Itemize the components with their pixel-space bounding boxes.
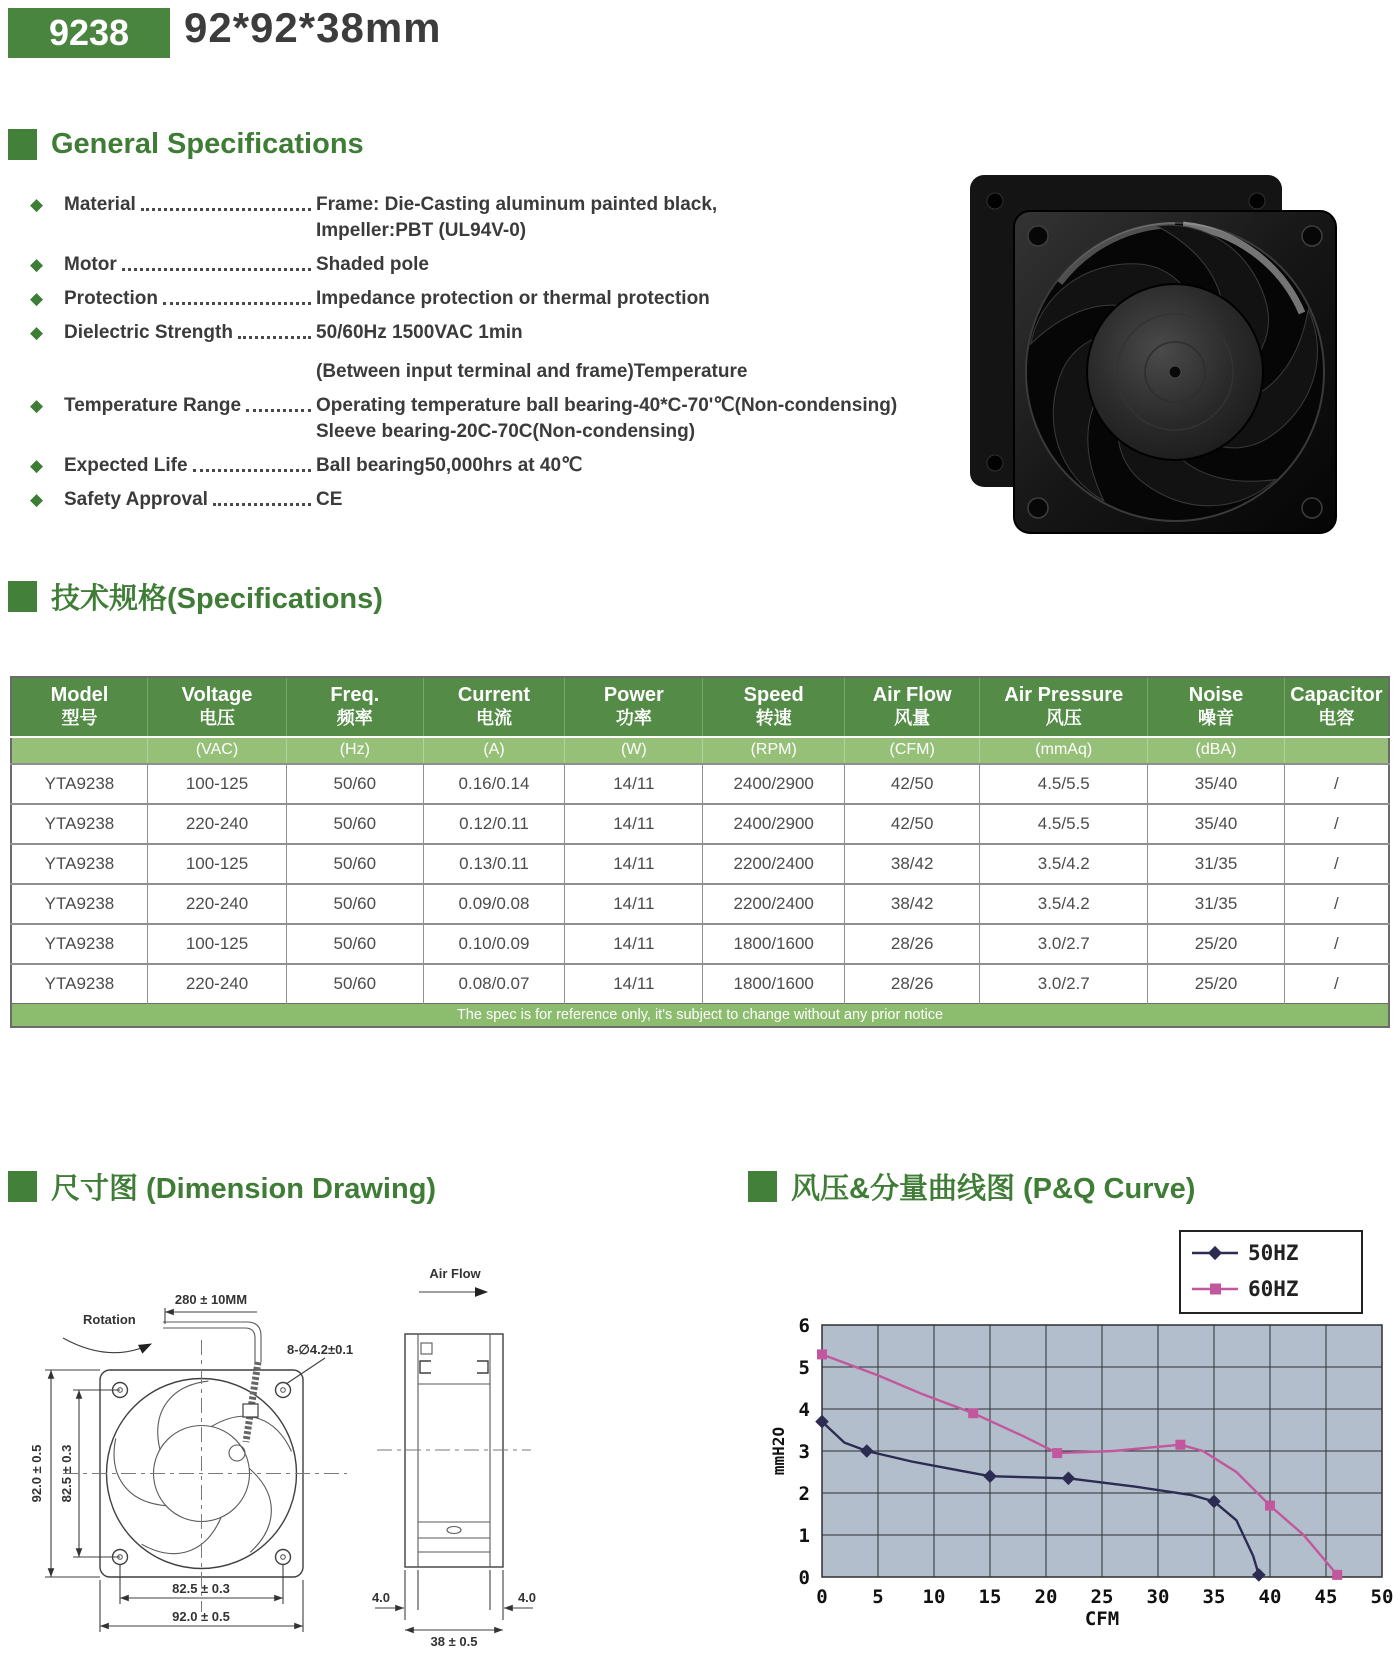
cell: 220-240 bbox=[147, 884, 286, 924]
height-inner-label: 82.5 ± 0.3 bbox=[59, 1444, 74, 1503]
spec-table-wrap bbox=[10, 676, 1390, 1028]
cell: / bbox=[1284, 804, 1389, 844]
cell: / bbox=[1284, 964, 1389, 1004]
diamond-bullet-icon: ◆ bbox=[30, 396, 44, 415]
cell: 50/60 bbox=[287, 964, 423, 1004]
table-row bbox=[11, 924, 1389, 964]
cell: 0.13/0.11 bbox=[423, 844, 565, 884]
spec-item-dielectric-strength bbox=[30, 320, 935, 385]
spec-label: Temperature Range bbox=[64, 395, 242, 416]
spec-value: 50/60Hz 1500VAC 1min bbox=[316, 322, 523, 343]
x-tick-label: 15 bbox=[978, 1586, 1002, 1608]
section-square-icon bbox=[8, 1171, 37, 1202]
y-tick-label: 6 bbox=[798, 1315, 810, 1337]
cell: 28/26 bbox=[845, 924, 980, 964]
cell: 42/50 bbox=[845, 804, 980, 844]
cell: 0.16/0.14 bbox=[423, 764, 565, 804]
airflow-label: Air Flow bbox=[429, 1266, 481, 1281]
cell: 2400/2900 bbox=[703, 764, 845, 804]
spec-item-material bbox=[30, 192, 935, 244]
table-row bbox=[11, 764, 1389, 804]
y-tick-label: 3 bbox=[798, 1441, 810, 1463]
cell: 1800/1600 bbox=[703, 964, 845, 1004]
cell: 38/42 bbox=[845, 884, 980, 924]
pq-curve-svg bbox=[770, 1225, 1395, 1640]
dotted-leader bbox=[141, 208, 311, 211]
diamond-bullet-icon: ◆ bbox=[30, 289, 44, 308]
spec-value: Impeller:PBT (UL94V-0) bbox=[316, 220, 527, 241]
x-tick-label: 40 bbox=[1258, 1586, 1282, 1608]
width-outer-label: 92.0 ± 0.5 bbox=[172, 1609, 230, 1624]
x-tick-label: 30 bbox=[1146, 1586, 1170, 1608]
spec-table-title: 技术规格(Specifications) bbox=[51, 583, 383, 615]
spec-table-heading bbox=[8, 576, 383, 617]
side-view bbox=[372, 1266, 536, 1648]
spec-item-expected-life bbox=[30, 453, 935, 479]
y-tick-label: 0 bbox=[798, 1567, 810, 1589]
diamond-bullet-icon: ◆ bbox=[30, 456, 44, 475]
general-specs-heading bbox=[8, 128, 364, 161]
spec-item-temperature-range bbox=[30, 393, 935, 445]
cell: 0.08/0.07 bbox=[423, 964, 565, 1004]
col-header-noise: Noise 噪音 bbox=[1148, 677, 1284, 737]
spec-value: Shaded pole bbox=[316, 254, 429, 275]
section-square-icon bbox=[748, 1171, 777, 1202]
table-row bbox=[11, 884, 1389, 924]
x-tick-label: 50 bbox=[1370, 1586, 1394, 1608]
unit-cell: (Hz) bbox=[287, 737, 423, 764]
diamond-bullet-icon: ◆ bbox=[30, 195, 44, 214]
cell: 3.5/4.2 bbox=[980, 844, 1148, 884]
y-tick-label: 5 bbox=[798, 1357, 810, 1379]
spec-item-safety-approval bbox=[30, 487, 935, 513]
dotted-leader bbox=[213, 503, 311, 506]
cell: 14/11 bbox=[565, 924, 703, 964]
legend-label: 50HZ bbox=[1248, 1241, 1299, 1265]
model-code-badge bbox=[8, 8, 170, 58]
cell: YTA9238 bbox=[11, 924, 147, 964]
spec-label: Protection bbox=[64, 288, 158, 309]
cell: 4.5/5.5 bbox=[980, 764, 1148, 804]
pq-heading bbox=[748, 1166, 1195, 1207]
cell: YTA9238 bbox=[11, 884, 147, 924]
y-tick-label: 1 bbox=[798, 1525, 810, 1547]
col-header-current: Current 电流 bbox=[423, 677, 565, 737]
marker-square bbox=[817, 1349, 827, 1359]
unit-cell: (W) bbox=[565, 737, 703, 764]
y-tick-label: 4 bbox=[798, 1399, 810, 1421]
unit-cell: (dBA) bbox=[1148, 737, 1284, 764]
width-inner-label: 82.5 ± 0.3 bbox=[172, 1581, 230, 1596]
cell: 42/50 bbox=[845, 764, 980, 804]
fan-photo-svg bbox=[950, 163, 1362, 555]
y-axis-label: mmH2O bbox=[770, 1426, 788, 1476]
depth-right-label: 4.0 bbox=[517, 1590, 537, 1605]
cell: 4.5/5.5 bbox=[980, 804, 1148, 844]
col-header-air-pressure: Air Pressure 风压 bbox=[980, 677, 1148, 737]
cell: 100-125 bbox=[147, 844, 286, 884]
fan-product-image bbox=[950, 163, 1362, 555]
dimension-heading bbox=[8, 1166, 436, 1207]
cell: 100-125 bbox=[147, 764, 286, 804]
spec-label: Expected Life bbox=[64, 455, 188, 476]
dotted-leader bbox=[122, 268, 311, 271]
cell: 1800/1600 bbox=[703, 924, 845, 964]
dotted-leader bbox=[163, 302, 311, 305]
cell: 0.12/0.11 bbox=[423, 804, 565, 844]
chart-legend bbox=[1180, 1231, 1362, 1313]
front-view bbox=[29, 1292, 353, 1632]
model-code: 9238 bbox=[48, 12, 130, 53]
diamond-bullet-icon: ◆ bbox=[30, 323, 44, 342]
cell: 25/20 bbox=[1148, 924, 1284, 964]
cell: 14/11 bbox=[565, 964, 703, 1004]
x-tick-label: 25 bbox=[1090, 1586, 1114, 1608]
cell: YTA9238 bbox=[11, 964, 147, 1004]
x-tick-label: 0 bbox=[816, 1586, 828, 1608]
cell: 220-240 bbox=[147, 804, 286, 844]
col-header-model: Model 型号 bbox=[11, 677, 147, 737]
cell: 2200/2400 bbox=[703, 844, 845, 884]
cell: 2400/2900 bbox=[703, 804, 845, 844]
col-header-speed: Speed 转速 bbox=[703, 677, 845, 737]
dotted-leader bbox=[238, 336, 311, 339]
section-square-icon bbox=[8, 581, 37, 612]
spec-label: Safety Approval bbox=[64, 489, 208, 510]
spec-value: Frame: Die-Casting aluminum painted black, bbox=[316, 194, 718, 215]
cell: 50/60 bbox=[287, 804, 423, 844]
col-header-freq-: Freq. 频率 bbox=[287, 677, 423, 737]
spec-item-motor bbox=[30, 252, 935, 278]
cell: YTA9238 bbox=[11, 804, 147, 844]
cell: 14/11 bbox=[565, 804, 703, 844]
cell: 100-125 bbox=[147, 924, 286, 964]
marker-square bbox=[1265, 1501, 1275, 1511]
table-units-row bbox=[11, 737, 1389, 764]
height-outer-label: 92.0 ± 0.5 bbox=[29, 1444, 44, 1503]
section-square-icon bbox=[8, 129, 37, 160]
unit-cell: (CFM) bbox=[845, 737, 980, 764]
table-header-row bbox=[11, 677, 1389, 737]
hole-dim-label: 8-∅4.2±0.1 bbox=[287, 1342, 354, 1357]
col-header-power: Power 功率 bbox=[565, 677, 703, 737]
unit-cell: (RPM) bbox=[703, 737, 845, 764]
spec-table bbox=[10, 676, 1390, 1028]
diamond-bullet-icon: ◆ bbox=[30, 255, 44, 274]
general-specs-list bbox=[30, 192, 935, 521]
general-specs-title: General Specifications bbox=[51, 128, 364, 160]
cell: 28/26 bbox=[845, 964, 980, 1004]
depth-left-label: 4.0 bbox=[371, 1590, 391, 1605]
x-tick-label: 45 bbox=[1314, 1586, 1338, 1608]
pq-title: 风压&分量曲线图 (P&Q Curve) bbox=[791, 1173, 1196, 1205]
marker-square bbox=[1052, 1448, 1062, 1458]
spec-label: Dielectric Strength bbox=[64, 322, 233, 343]
x-tick-label: 20 bbox=[1034, 1586, 1058, 1608]
cell: 14/11 bbox=[565, 884, 703, 924]
marker-square bbox=[1332, 1570, 1342, 1580]
y-tick-label: 2 bbox=[798, 1483, 810, 1505]
cable-dim-label: 280 ± 10MM bbox=[174, 1292, 248, 1307]
dimension-title: 尺寸图 (Dimension Drawing) bbox=[51, 1173, 437, 1205]
spec-value: Sleeve bearing-20C-70C(Non-condensing) bbox=[316, 421, 696, 442]
spec-value: (Between input terminal and frame)Temperature bbox=[316, 361, 748, 382]
cell: 50/60 bbox=[287, 764, 423, 804]
rotation-label: Rotation bbox=[83, 1312, 136, 1327]
dotted-leader bbox=[246, 409, 311, 412]
spec-value: Ball bearing50,000hrs at 40℃ bbox=[316, 455, 583, 476]
col-header-air-flow: Air Flow 风量 bbox=[845, 677, 980, 737]
cell: 31/35 bbox=[1148, 884, 1284, 924]
x-axis-label: CFM bbox=[1084, 1608, 1120, 1630]
depth-label: 38 ± 0.5 bbox=[430, 1634, 478, 1648]
cell: / bbox=[1284, 924, 1389, 964]
unit-cell: (VAC) bbox=[147, 737, 286, 764]
cell: 25/20 bbox=[1148, 964, 1284, 1004]
dotted-leader bbox=[193, 469, 311, 472]
table-row bbox=[11, 964, 1389, 1004]
spec-label: Motor bbox=[64, 254, 117, 275]
cell: 3.0/2.7 bbox=[980, 964, 1148, 1004]
cell: / bbox=[1284, 764, 1389, 804]
marker-square bbox=[1175, 1440, 1185, 1450]
cell: 3.0/2.7 bbox=[980, 924, 1148, 964]
unit-cell bbox=[1284, 737, 1389, 764]
unit-cell: (A) bbox=[423, 737, 565, 764]
cell: / bbox=[1284, 884, 1389, 924]
cell: 14/11 bbox=[565, 844, 703, 884]
cell: 35/40 bbox=[1148, 764, 1284, 804]
cell: 3.5/4.2 bbox=[980, 884, 1148, 924]
cell: 31/35 bbox=[1148, 844, 1284, 884]
table-row bbox=[11, 804, 1389, 844]
pq-curve-chart bbox=[770, 1225, 1395, 1640]
dimension-drawing-svg bbox=[25, 1212, 605, 1648]
x-tick-label: 10 bbox=[922, 1586, 946, 1608]
cell: 35/40 bbox=[1148, 804, 1284, 844]
spec-value: Impedance protection or thermal protection bbox=[316, 288, 710, 309]
legend-label: 60HZ bbox=[1248, 1277, 1299, 1301]
marker-square bbox=[968, 1408, 978, 1418]
col-header-voltage: Voltage 电压 bbox=[147, 677, 286, 737]
cell: 50/60 bbox=[287, 924, 423, 964]
table-footnote: The spec is for reference only, it's subject to change without any prior notice bbox=[11, 1004, 1389, 1028]
cell: / bbox=[1284, 844, 1389, 884]
cell: 14/11 bbox=[565, 764, 703, 804]
unit-cell: (mmAq) bbox=[980, 737, 1148, 764]
spec-value: Operating temperature ball bearing-40*C-70'℃(Non-condensing) bbox=[316, 395, 898, 416]
cell: 50/60 bbox=[287, 844, 423, 884]
cell: YTA9238 bbox=[11, 764, 147, 804]
dimension-drawing bbox=[25, 1212, 605, 1648]
cell: 50/60 bbox=[287, 884, 423, 924]
spec-item-protection bbox=[30, 286, 935, 312]
unit-cell bbox=[11, 737, 147, 764]
table-row bbox=[11, 844, 1389, 884]
cell: 38/42 bbox=[845, 844, 980, 884]
cell: YTA9238 bbox=[11, 844, 147, 884]
cell: 0.10/0.09 bbox=[423, 924, 565, 964]
diamond-bullet-icon: ◆ bbox=[30, 490, 44, 509]
cell: 2200/2400 bbox=[703, 884, 845, 924]
spec-label: Material bbox=[64, 194, 136, 215]
spec-value: CE bbox=[316, 489, 343, 510]
x-tick-label: 5 bbox=[872, 1586, 884, 1608]
x-tick-label: 35 bbox=[1202, 1586, 1226, 1608]
col-header-capacitor: Capacitor 电容 bbox=[1284, 677, 1389, 737]
page-title: 92*92*38mm bbox=[184, 4, 442, 51]
cell: 220-240 bbox=[147, 964, 286, 1004]
cell: 0.09/0.08 bbox=[423, 884, 565, 924]
